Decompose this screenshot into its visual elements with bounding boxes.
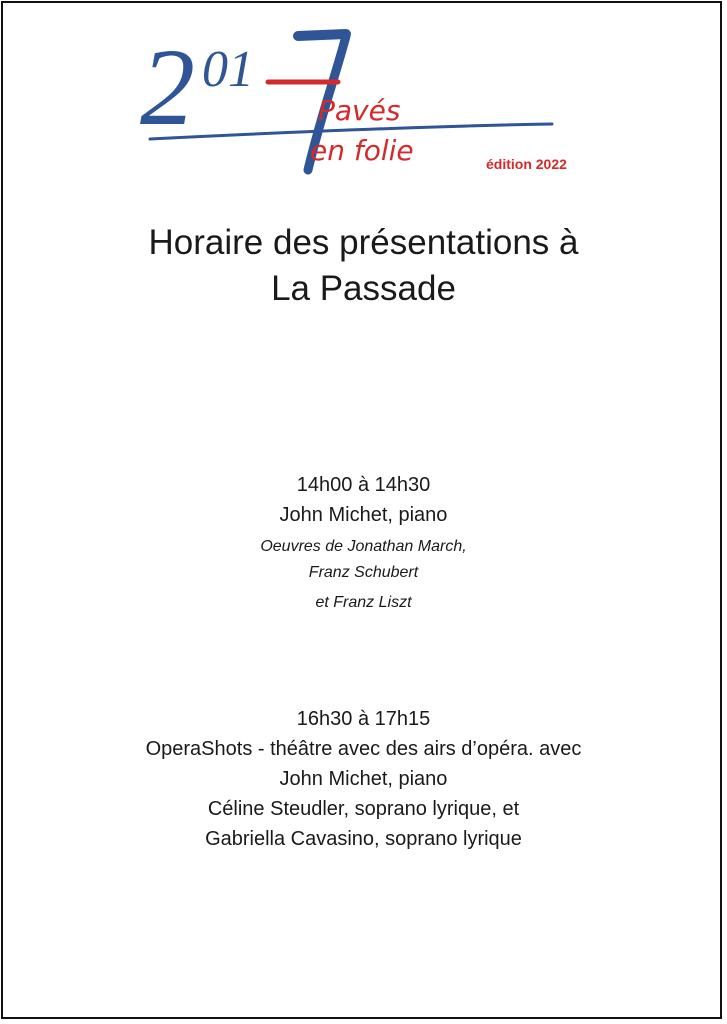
title-line-1: Horaire des présentations à: [148, 223, 579, 262]
session-detail-line: Franz Schubert: [308, 564, 419, 581]
title-line-2: La Passade: [271, 269, 456, 308]
logo-name-line2: en folie: [310, 134, 414, 167]
session-performer: John Michet, piano: [279, 768, 448, 790]
page-title: [0, 220, 727, 312]
session-details: [0, 534, 727, 616]
logo-year-2: 2: [140, 26, 195, 148]
session-performer: John Michet, piano: [279, 504, 448, 526]
session-performer: Céline Steudler, soprano lyrique, et: [207, 798, 520, 820]
schedule-item: [0, 470, 727, 616]
logo-seven-top: [298, 34, 346, 36]
session-detail-line: Oeuvres de Jonathan March,: [260, 538, 467, 555]
logo-edition: édition 2022: [486, 156, 567, 172]
session-time: 14h00 à 14h30: [296, 474, 431, 496]
schedule-item: [0, 704, 727, 854]
session-performer: Gabriella Cavasino, soprano lyrique: [205, 828, 522, 850]
logo-year-01: 01: [202, 41, 254, 98]
session-description: OperaShots - théâtre avec des airs d’opéra. avec: [145, 738, 582, 760]
session-detail-line: et Franz Liszt: [315, 594, 412, 611]
session-time: 16h30 à 17h15: [296, 708, 431, 730]
logo-name-line1: Pavés: [318, 94, 401, 127]
